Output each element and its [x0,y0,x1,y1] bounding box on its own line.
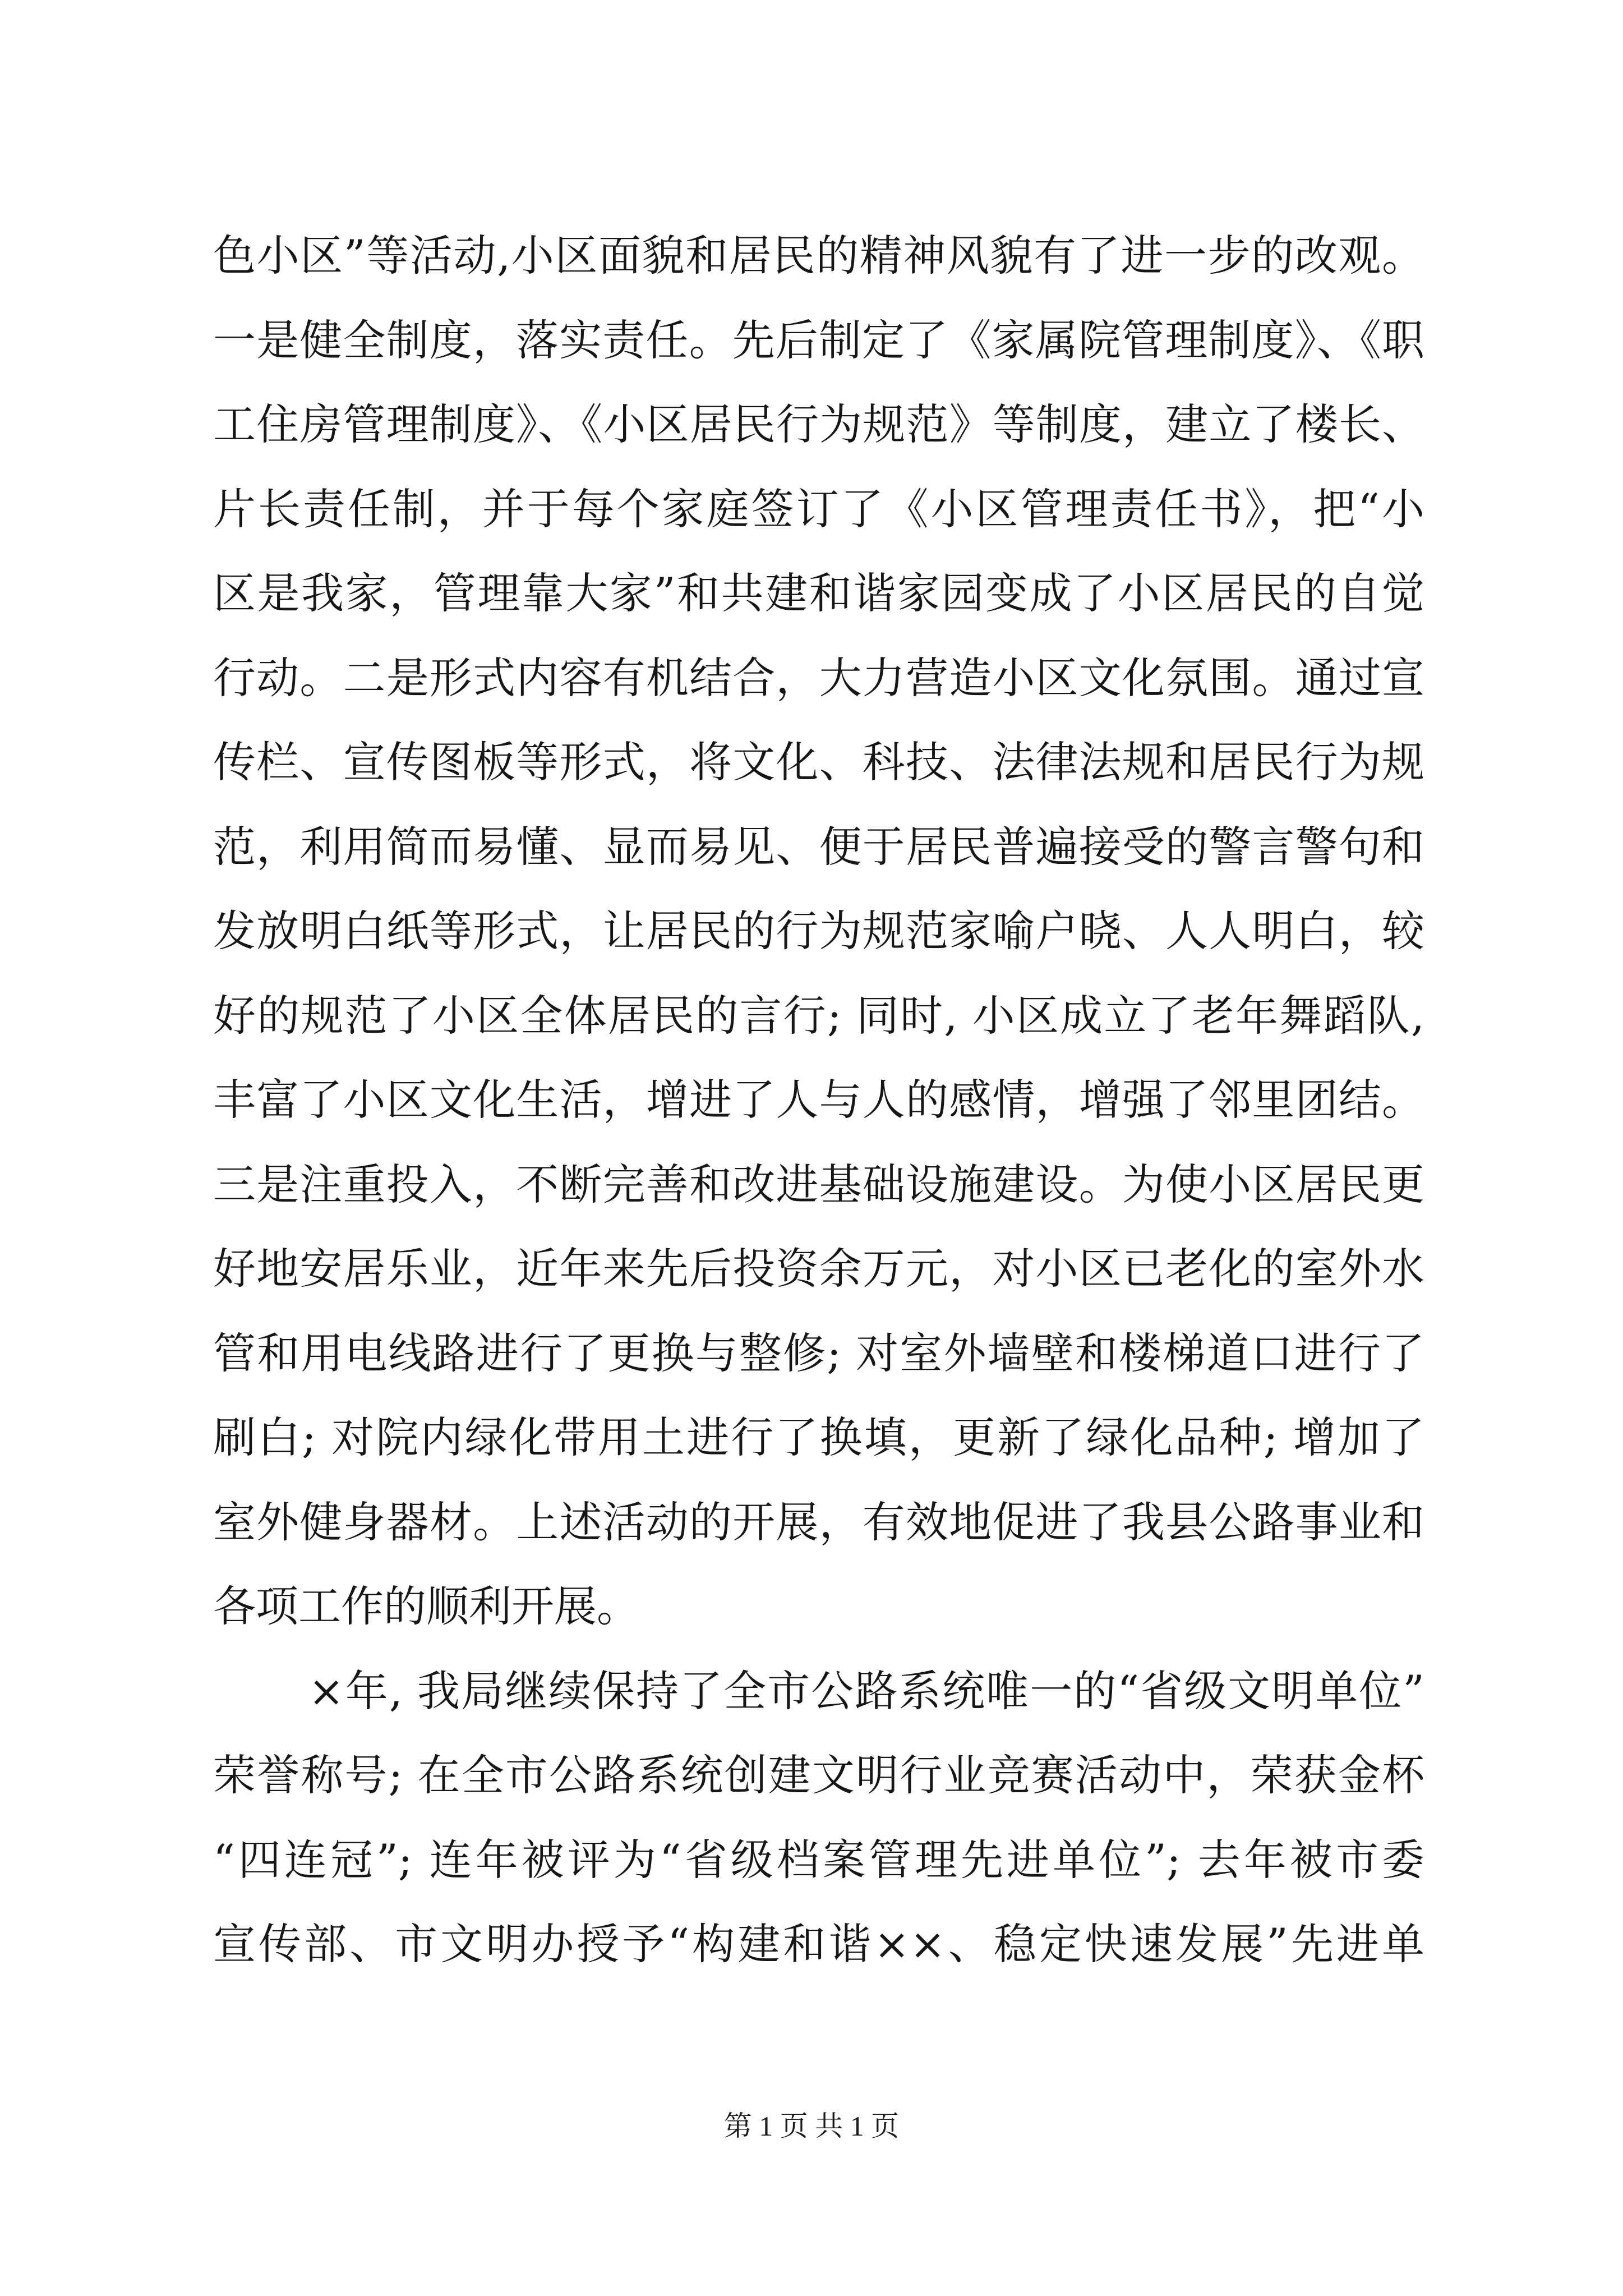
text-line: 工住房管理制度》、《小区居民行为规范》等制度，建立了楼长、 [213,399,1424,449]
text-line: 荣誉称号; 在全市公路系统创建文明行业竞赛活动中，荣获金杯 [213,1750,1424,1800]
text-line: 片长责任制，并于每个家庭签订了《小区管理责任书》，把“小 [213,484,1424,534]
text-line: 区是我家，管理靠大家”和共建和谐家园变成了小区居民的自觉 [213,568,1424,618]
text-line: 各项工作的顺利开展。 [213,1581,639,1631]
text-line: “四连冠”; 连年被评为“省级档案管理先进单位”; 去年被市委 [213,1835,1424,1885]
text-line: 传栏、宣传图板等形式，将文化、科技、法律法规和居民行为规 [213,737,1424,787]
text-line: ×年, 我局继续保持了全市公路系统唯一的“省级文明单位” [308,1666,1424,1716]
text-line: 管和用电线路进行了更换与整修; 对室外墙壁和楼梯道口进行了 [213,1328,1424,1378]
text-line: 行动。二是形式内容有机结合，大力营造小区文化氛围。通过宣 [213,653,1424,703]
text-line: 发放明白纸等形式，让居民的行为规范家喻户晓、人人明白，较 [213,906,1424,956]
text-line: 好地安居乐业，近年来先后投资余万元，对小区已老化的室外水 [213,1244,1424,1294]
text-line: 一是健全制度，落实责任。先后制定了《家属院管理制度》、《职 [213,315,1424,365]
text-line: 室外健身器材。上述活动的开展，有效地促进了我县公路事业和 [213,1497,1424,1547]
page-footer: 第 1 页 共 1 页 [723,2110,900,2142]
text-line: 刷白; 对院内绿化带用土进行了换填，更新了绿化品种; 增加了 [213,1412,1424,1462]
text-line: 范，利用简而易懂、显而易见、便于居民普遍接受的警言警句和 [213,822,1424,872]
text-line: 三是注重投入，不断完善和改进基础设施建设。为使小区居民更 [213,1159,1424,1209]
text-line: 色小区”等活动,小区面貌和居民的精神风貌有了进一步的改观。 [213,231,1424,280]
text-line: 丰富了小区文化生活，增进了人与人的感情，增强了邻里团结。 [213,1075,1424,1125]
text-line: 宣传部、市文明办授予“构建和谐××、稳定快速发展”先进单 [213,1919,1424,1969]
text-line: 好的规范了小区全体居民的言行; 同时, 小区成立了老年舞蹈队, [213,991,1424,1041]
